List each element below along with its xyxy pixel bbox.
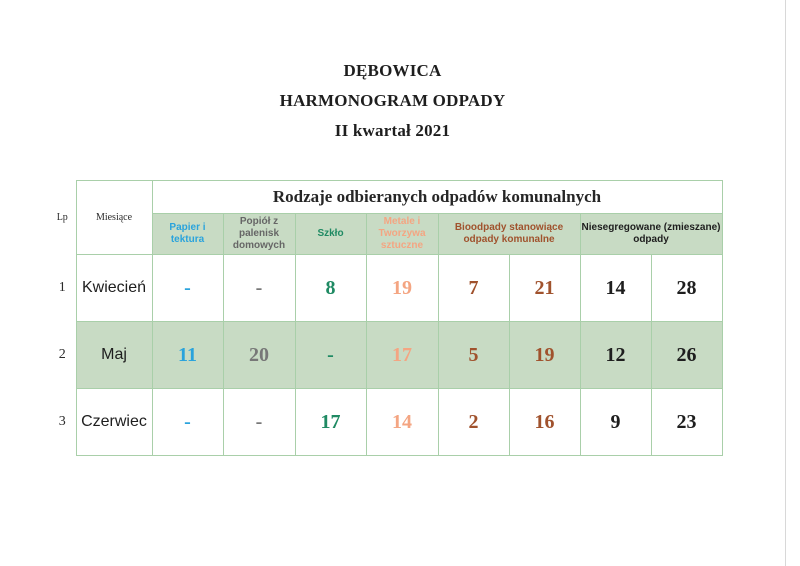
category-popiol: Popiół z palenisk domowych: [223, 214, 295, 255]
date-papier: -: [152, 389, 223, 456]
category-metale: Metale i Tworzywa sztuczne: [366, 214, 438, 255]
date-bioodpady-1: 7: [438, 255, 509, 322]
date-metale: 19: [366, 255, 438, 322]
title-schedule: HARMONOGRAM ODPADY: [279, 91, 506, 110]
table-row: [49, 255, 722, 322]
date-niesegregowane-2: 28: [651, 255, 722, 322]
date-bioodpady-1: 2: [438, 389, 509, 456]
date-szklo: 17: [295, 389, 366, 456]
date-metale: 17: [366, 322, 438, 389]
date-papier: -: [152, 255, 223, 322]
date-metale: 14: [366, 389, 438, 456]
waste-types-heading: Rodzaje odbieranych odpadów komunalnych: [152, 181, 722, 214]
date-niesegregowane-1: 12: [580, 322, 651, 389]
category-bioodpady: Bioodpady stanowiące odpady komunalne: [438, 214, 580, 255]
title-quarter: II kwartał 2021: [334, 121, 451, 140]
date-niesegregowane-1: 9: [580, 389, 651, 456]
date-niesegregowane-2: 23: [651, 389, 722, 456]
date-niesegregowane-2: 26: [651, 322, 722, 389]
date-popiol: 20: [223, 322, 295, 389]
date-szklo: -: [295, 322, 366, 389]
category-papier: Papier i tektura: [152, 214, 223, 255]
month-name: Kwiecień: [76, 255, 152, 322]
month-name: Maj: [76, 322, 152, 389]
date-popiol: -: [223, 389, 295, 456]
table-row: [49, 322, 722, 389]
table-row: [49, 389, 722, 456]
month-name: Czerwiec: [76, 389, 152, 456]
row-number: 2: [49, 322, 76, 389]
page-edge-line: [785, 0, 786, 566]
date-bioodpady-2: 16: [509, 389, 580, 456]
date-popiol: -: [223, 255, 295, 322]
date-bioodpady-2: 21: [509, 255, 580, 322]
category-szklo: Szkło: [295, 214, 366, 255]
row-number: 1: [49, 255, 76, 322]
row-number: 3: [49, 389, 76, 456]
date-bioodpady-1: 5: [438, 322, 509, 389]
date-bioodpady-2: 19: [509, 322, 580, 389]
date-niesegregowane-1: 14: [580, 255, 651, 322]
category-niesegregowane: Niesegregowane (zmieszane) odpady: [580, 214, 722, 255]
lp-header: Lp: [49, 181, 76, 255]
date-szklo: 8: [295, 255, 366, 322]
schedule-table: [49, 180, 723, 456]
month-header: Miesiące: [76, 181, 152, 255]
title-town: DĘBOWICA: [343, 61, 442, 80]
date-papier: 11: [152, 322, 223, 389]
